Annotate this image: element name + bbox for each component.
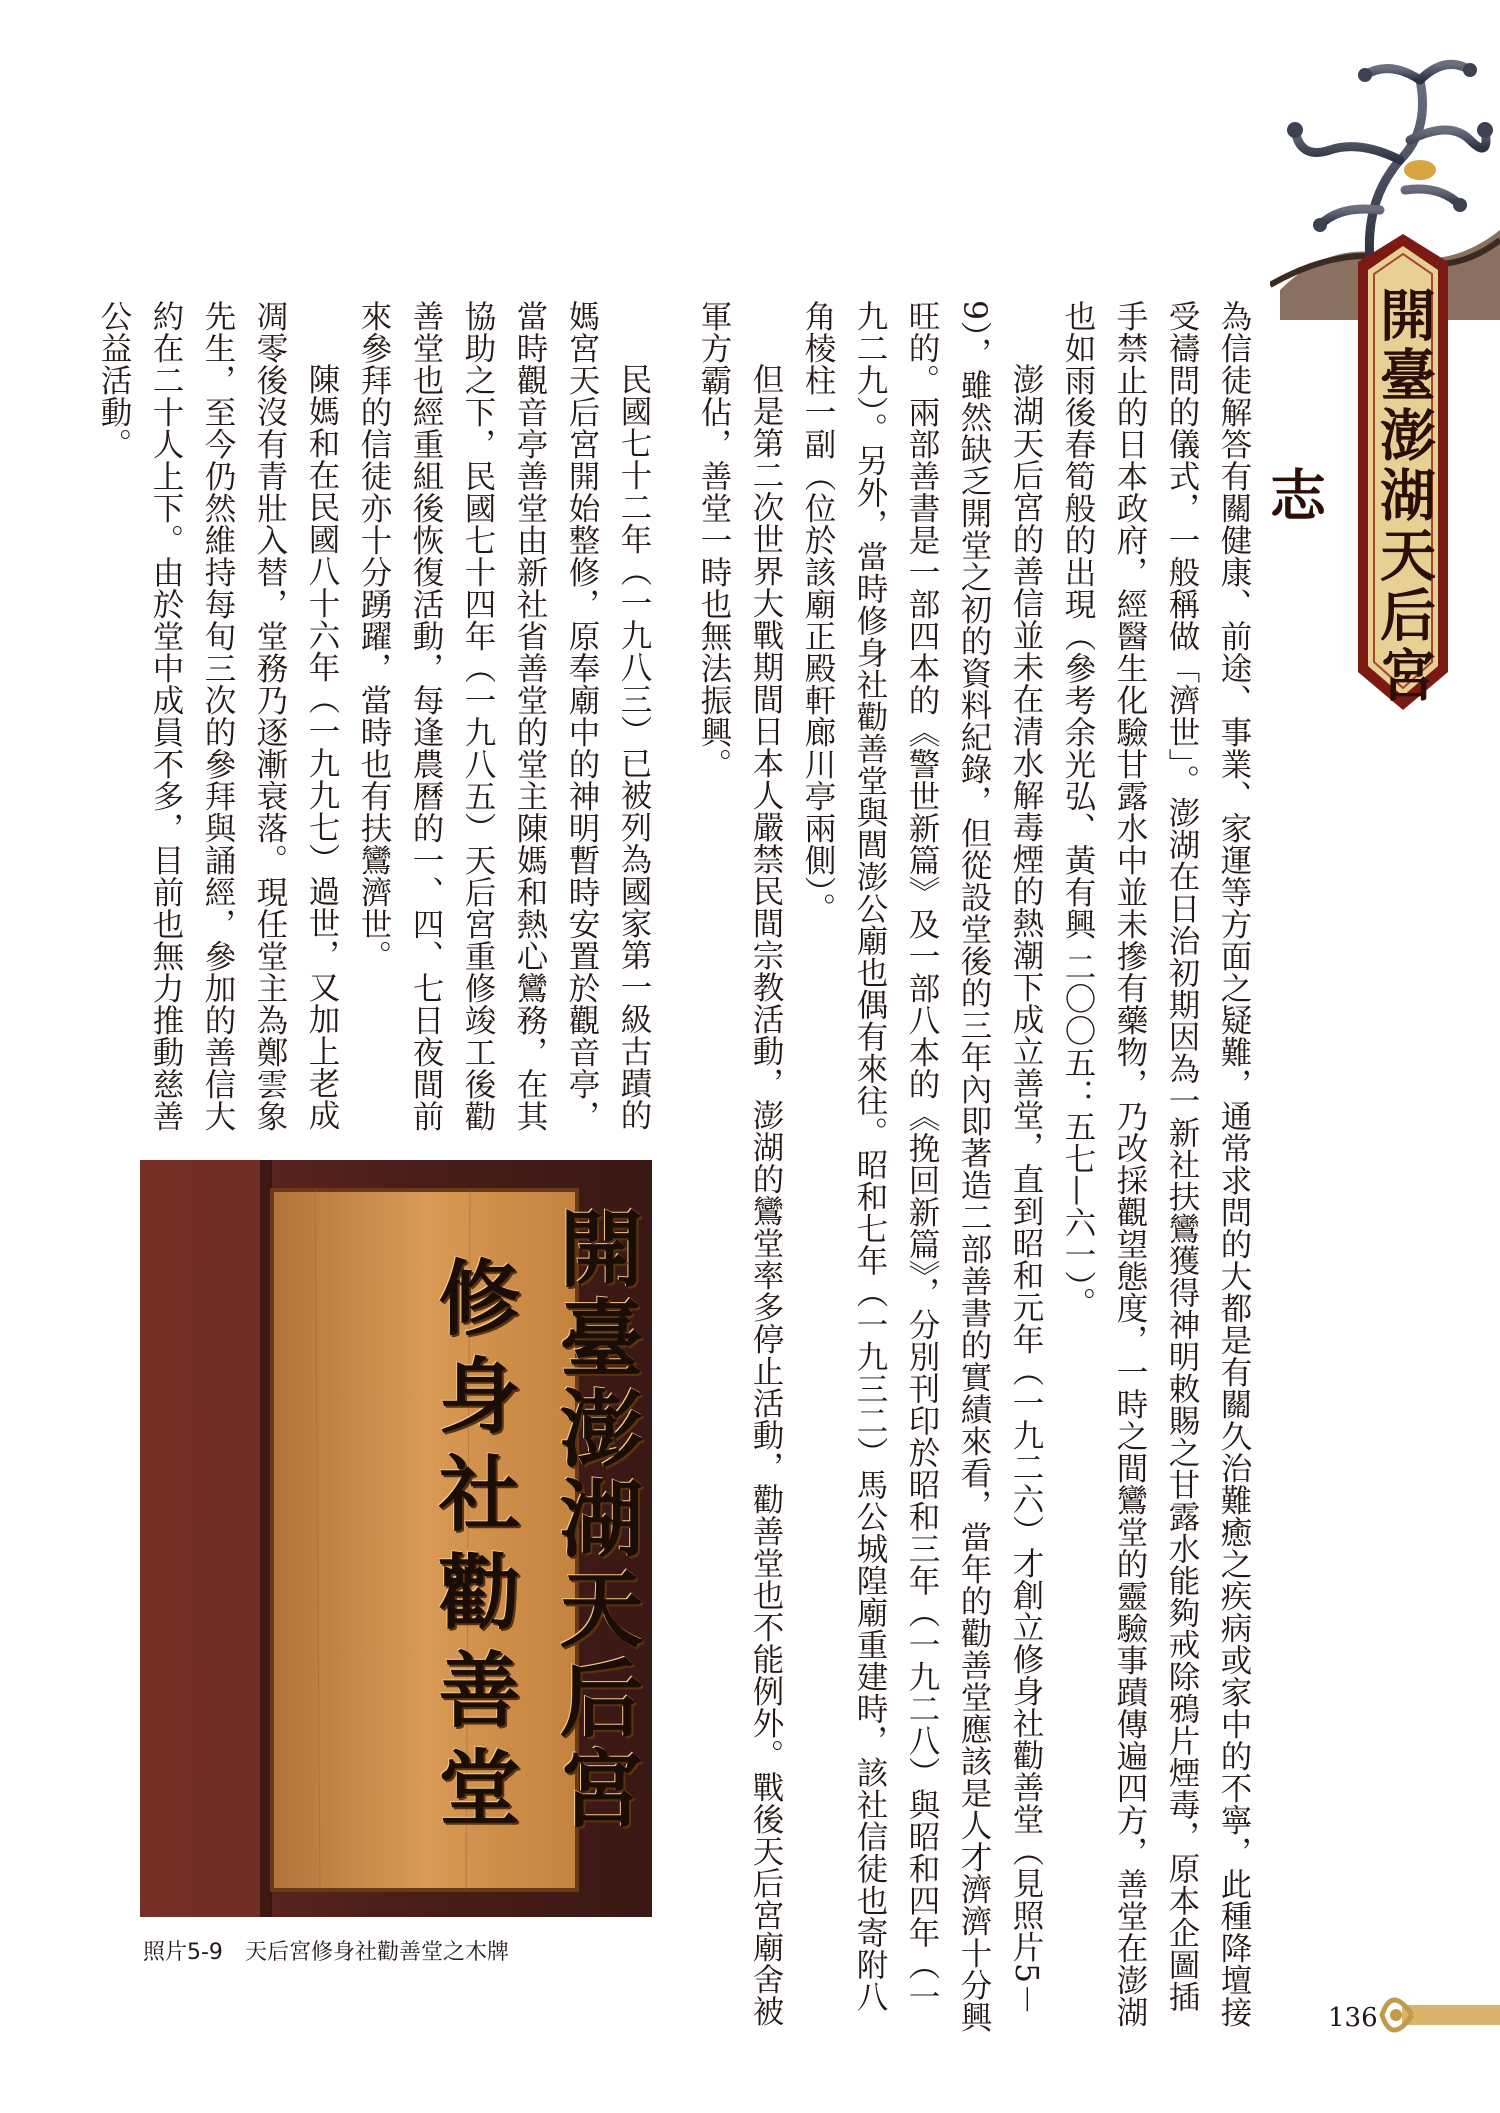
paragraph-2: 澎湖天后宮的善信並未在清水解毒煙的熱潮下成立善堂，直到昭和元年（一九二六）才創立修身社勸善堂（見照片5－9），雖然缺乏開堂之初的資料紀錄，但從設堂後的三年內即著造二部善書的實績來看，當年的勸善堂應該是人才濟濟十分興旺的。兩部善書是一部四本的《警世新篇》及一部八本的《挽回新篇》，分別刊印於昭和三年（一九二八）與昭和四年（一九二九）。另外，當時修身社勸善堂與閭澎公廟也偶有來往。昭和七年（一九三二）馬公城隍廟重建時，該社信徒也寄附八角棱柱一副（位於該廟正殿軒廊川亭兩側）。 bbox=[800, 300, 1044, 2033]
body-text-upper bbox=[688, 300, 1260, 2040]
paragraph-1: 為信徒解答有關健康、前途、事業、家運等方面之疑難，通常求問的大都是有關久治難癒之疾病或家中的不寧，此種降壇接受禱問的儀式，一般稱做「濟世」。澎湖在日治初期因為一新社扶鸞獲得神明敕賜之甘露水能夠戒除鴉片煙毒，原本企圖插手禁止的日本政府，經醫生化驗甘露水中並未摻有藥物，乃改採觀望態度，一時之間鸞堂的靈驗事蹟傳遍四方，善堂在澎湖也如雨後春筍般的出現（參考余光弘、黃有興 二〇〇五：五七—六一）。 bbox=[1060, 300, 1252, 2028]
page-number: 136 bbox=[1328, 2003, 1378, 2033]
plaque-right-inscription: 開臺澎湖天后宮 bbox=[546, 1205, 645, 1835]
plaque-left-inscription: 修身社勸善堂 bbox=[425, 1255, 521, 1843]
chapter-title: 開臺澎湖天后宮志 bbox=[1261, 286, 1436, 706]
paragraph-3: 但是第二次世界大戰期間日本人嚴禁民間宗教活動，澎湖的鸞堂率多停止活動，勸善堂也不能例外。戰後天后宮廟舍被軍方霸佔，善堂一時也無法振興。 bbox=[696, 300, 784, 2027]
plaque-inscriptions bbox=[140, 1160, 652, 1917]
body-text-lower bbox=[96, 300, 660, 1160]
plaque-photo bbox=[140, 1160, 652, 1917]
photo-caption bbox=[143, 1935, 509, 1966]
upper-text-block bbox=[688, 300, 1260, 2040]
paragraph-4: 民國七十二年（一九八三）已被列為國家第一級古蹟的媽宮天后宮開始整修，原奉廟中的神明暫時安置於觀音亭，當時觀音亭善堂由新社省善堂的堂主陳媽和熱心鸞務，在其協助之下，民國七十四年（一九八五）天后宮重修竣工後勸善堂也經重組後恢復活動，每逢農曆的一、四、七日夜間前來參拜的信徒亦十分踴躍，當時也有扶鸞濟世。 bbox=[356, 300, 652, 1132]
caption-label: 照片5-9 bbox=[143, 1940, 223, 1965]
chapter-banner bbox=[1261, 232, 1458, 712]
page-number-ornament bbox=[1372, 1975, 1500, 2055]
paragraph-5: 陳媽和在民國八十六年（一九九七）過世，又加上老成凋零後沒有青壯入替，堂務乃逐漸衰落。現任堂主為鄭雲象先生，至今仍然維持每旬三次的參拜與誦經，參加的善信大約在二十人上下。由於堂中成員不多，目前也無力推動慈善公益活動。 bbox=[96, 300, 340, 1132]
caption-text: 天后宮修身社勸善堂之木牌 bbox=[244, 1940, 509, 1965]
